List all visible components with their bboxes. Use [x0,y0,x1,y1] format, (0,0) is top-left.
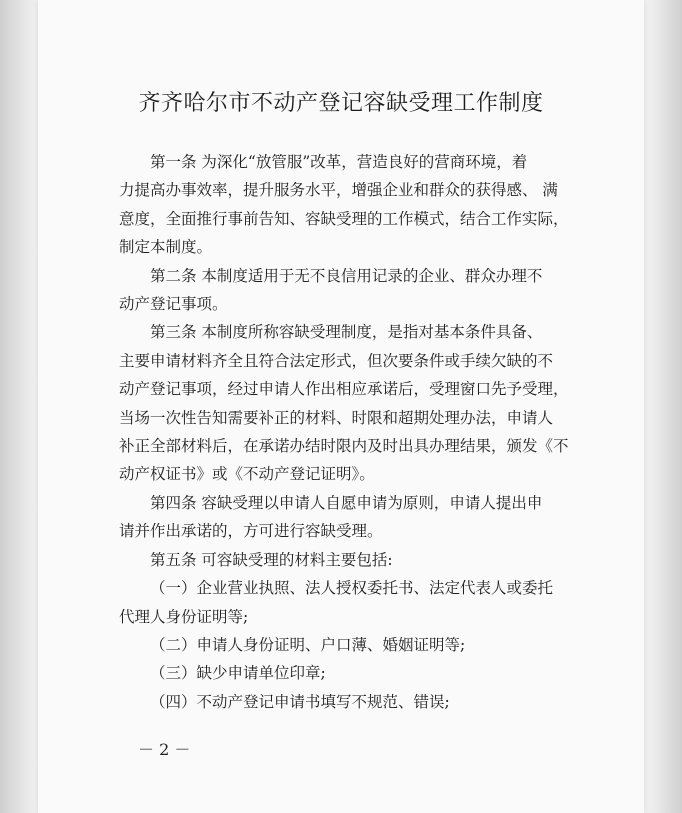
page-number: － 2 － [138,740,191,759]
article-5-line-1: 第五条 可容缺受理的材料主要包括: [150,550,393,569]
document-title: 齐齐哈尔市不动产登记容缺受理工作制度 [138,91,544,116]
article-2-line-1: 第二条 本制度适用于无不良信用记录的企业、群众办理不 [150,266,543,285]
article-1-line-1: 第一条 为深化“放管服”改革，营造良好的营商环境，着 [150,153,528,171]
article-3-line-3: 动产登记事项，经过申请人作出相应承诺后，受理窗口先予受理， [119,380,569,399]
article-4-line-2: 请并作出承诺的，方可进行容缺受理。 [119,522,383,541]
article-3-line-4: 当场一次性告知需要补正的材料、时限和超期处理办法，申请人 [119,408,554,427]
article-3-line-5: 补正全部材料后，在承诺办结时限内及时出具办理结果，颁发《不 [119,437,569,456]
item-1-line-2: 代理人身份证明等; [119,607,249,626]
item-1-line-1: （一）企业营业执照、法人授权委托书、法定代表人或委托 [150,579,554,598]
item-3-line-1: （三）缺少申请单位印章; [150,664,326,683]
item-2-line-1: （二）申请人身份证明、户口薄、婚姻证明等; [150,635,466,654]
article-2-line-2: 动产登记事项。 [119,295,228,314]
article-1-line-4: 制定本制度。 [119,238,213,257]
article-1-line-3: 意度，全面推行事前告知、容缺受理的工作模式，结合工作实际， [119,209,569,228]
document-body [119,148,599,716]
article-3-line-1: 第三条 本制度所称容缺受理制度，是指对基本条件具备、 [150,323,543,342]
article-3-line-2: 主要申请材料齐全且符合法定形式，但次要条件或手续欠缺的不 [119,351,554,370]
article-4-line-1: 第四条 容缺受理以申请人自愿申请为原则，申请人提出申 [150,493,543,512]
article-3-line-6: 动产权证书》或《不动产登记证明》。 [119,465,375,484]
document-page [38,0,644,813]
article-1-line-2: 力提高办事效率，提升服务水平，增强企业和群众的获得感、 满 [119,181,558,200]
item-4-line-1: （四）不动产登记申请书填写不规范、错误; [150,692,450,711]
